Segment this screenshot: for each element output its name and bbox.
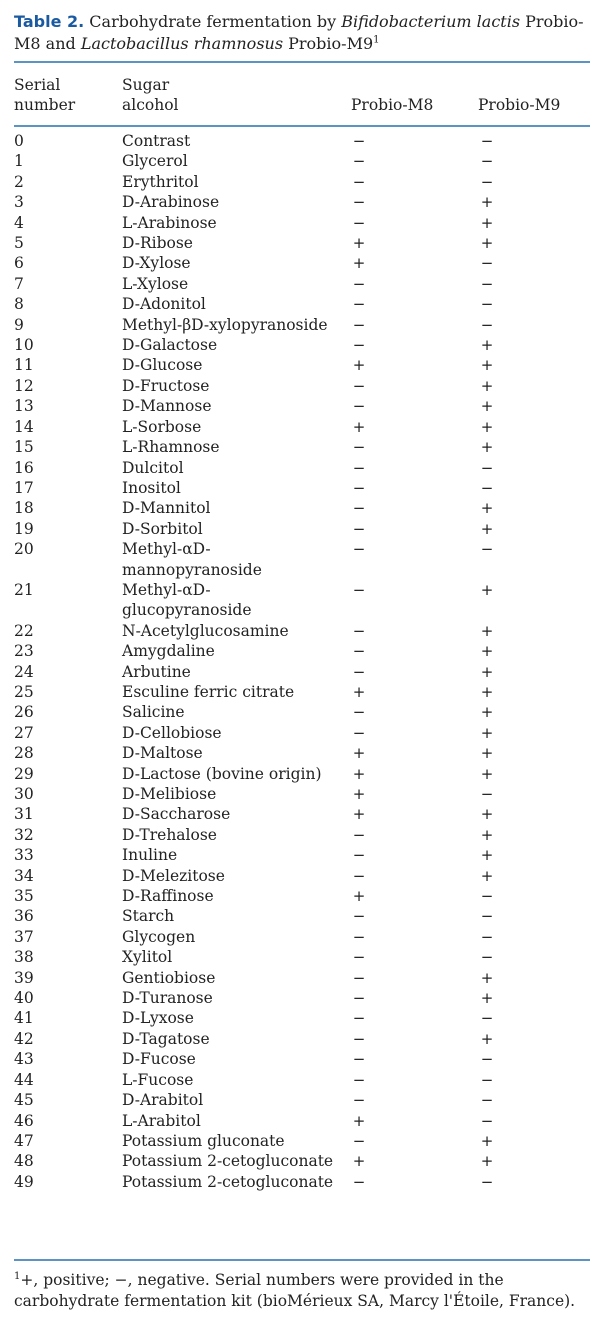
caption-text-a: Carbohydrate fermentation by [84,12,342,31]
sugar-name-cell: Dulcitol [122,458,184,477]
table-row [0,927,600,947]
table-footnote [14,1270,590,1312]
probio-m8-result: − [352,152,366,171]
probio-m9-result: − [480,907,494,926]
probio-m8-result: + [352,1111,366,1130]
table-row [0,233,600,253]
table-row [0,580,600,621]
sugar-name-cell: Potassium 2-cetogluconate [122,1152,334,1171]
probio-m9-result: + [480,825,494,844]
table-row [0,396,600,416]
serial-number-cell: 43 [14,1050,34,1069]
probio-m9-result: + [480,438,494,457]
sugar-name-cell: Potassium gluconate [122,1131,285,1150]
table-row [0,1151,600,1171]
table-row [0,621,600,641]
table-row [0,539,600,580]
sugar-name-cell: L-Arabinose [122,213,217,232]
probio-m8-result: − [352,703,366,722]
probio-m9-result: + [480,846,494,865]
probio-m8-result: − [352,172,366,191]
probio-m9-result: − [480,1070,494,1089]
serial-number-cell: 0 [14,132,24,150]
serial-number-cell: 24 [14,662,34,681]
probio-m9-result: − [480,1050,494,1069]
table-row [0,151,600,171]
serial-number-cell: 48 [14,1152,34,1171]
probio-m8-result: + [352,764,366,783]
sugar-name-cell: Arbutine [122,662,191,681]
header-sugar-line-2: alcohol [122,96,179,114]
probio-m8-result: + [352,254,366,273]
probio-m9-result: − [480,1091,494,1110]
header-probio-m8: Probio-M8 [351,96,434,114]
probio-m8-result: − [352,723,366,742]
sugar-name-cell: D-Melibiose [122,785,217,803]
sugar-name-cell: Inuline [122,846,178,865]
serial-number-cell: 33 [14,846,34,865]
probio-m8-result: − [352,1050,366,1069]
sugar-name-cell: D-Lactose (bovine origin) [122,764,322,783]
probio-m9-result: − [480,478,494,497]
serial-number-cell: 4 [14,213,24,232]
serial-number-cell: 26 [14,703,34,722]
sugar-name-cell: Starch [122,907,175,926]
serial-number-cell: 18 [14,499,34,518]
sugar-name-cell: D-Fucose [122,1050,196,1069]
sugar-name-cell: D-Saccharose [122,805,231,824]
probio-m8-result: − [352,948,366,967]
probio-m8-result: + [352,805,366,824]
table-row [0,335,600,355]
bottom-rule [14,1259,590,1261]
table-row [0,784,600,804]
sugar-name-cell: D-Trehalose [122,825,217,844]
table-row [0,437,600,457]
serial-number-cell: 5 [14,234,24,253]
serial-number-cell: 22 [14,621,34,640]
serial-number-cell: 27 [14,723,34,742]
table-row [0,968,600,988]
sugar-name-cell: D-Sorbitol [122,519,203,538]
probio-m9-result: + [480,682,494,701]
probio-m9-result: − [480,785,494,803]
sugar-name-cell: L-Xylose [122,274,189,293]
probio-m9-result: + [480,805,494,824]
probio-m8-result: − [352,1009,366,1028]
probio-m9-result: − [480,254,494,273]
sugar-name-cell: Gentiobiose [122,968,216,987]
table-row [0,355,600,375]
sugar-name-cell: Glycerol [122,152,188,171]
table-row [0,886,600,906]
sugar-name-cell: Xylitol [122,948,173,967]
sugar-name-cell: D-Cellobiose [122,723,222,742]
table-row [0,253,600,273]
sugar-name-cell: N-Acetylglucosamine [122,621,289,640]
header-sugar-alcohol [122,75,272,115]
probio-m8-result: − [352,989,366,1008]
probio-m9-result: − [480,887,494,906]
sugar-name-cell: D-Adonitol [122,295,206,314]
header-probio-m9: Probio-M9 [478,96,561,114]
serial-number-cell: 36 [14,907,34,926]
sugar-name-cell: L-Sorbose [122,417,202,436]
serial-number-cell: 17 [14,478,34,497]
probio-m8-result: − [352,132,366,150]
probio-m8-result: + [352,356,366,375]
sugar-name-cell: Methyl-αD-mannopyranoside [122,540,262,579]
sugar-name-cell: Contrast [122,132,191,150]
serial-number-cell: 6 [14,254,24,273]
probio-m8-result: − [352,458,366,477]
footnote-text: +, positive; −, negative. Serial numbers were provided in the carbohydrate fermentation kit (bioMérieux SA, Marcy l'Étoile, France). [14,1271,576,1310]
footnote-marker: 1 [14,1270,21,1282]
serial-number-cell: 10 [14,336,34,355]
sugar-name-cell: Salicine [122,703,185,722]
probio-m8-result: − [352,274,366,293]
probio-m8-result: − [352,478,366,497]
caption-text-b: Probio-M8 and [14,12,584,53]
sugar-name-cell: L-Fucose [122,1070,194,1089]
probio-m8-result: − [352,642,366,661]
table-row [0,315,600,335]
probio-m8-result: − [352,662,366,681]
table-row [0,478,600,498]
serial-number-cell: 9 [14,315,24,334]
probio-m9-result: + [480,397,494,416]
serial-number-cell: 44 [14,1070,34,1089]
sugar-name-cell: Methyl-αD-glucopyranoside [122,580,252,620]
sugar-name-cell: Potassium 2-cetogluconate [122,1172,334,1191]
table-row [0,682,600,702]
table-row [0,376,600,396]
probio-m8-result: − [352,519,366,538]
table-row [0,1131,600,1151]
serial-number-cell: 46 [14,1111,34,1130]
probio-m9-result: + [480,376,494,395]
table-row [0,192,600,212]
serial-number-cell: 14 [14,417,34,436]
probio-m9-result: + [480,642,494,661]
table-row [0,417,600,437]
probio-m9-result: + [480,580,494,599]
serial-number-cell: 41 [14,1009,34,1028]
table-row [0,1049,600,1069]
probio-m8-result: − [352,866,366,885]
table-row [0,866,600,886]
table-row [0,988,600,1008]
table-row [0,1172,600,1192]
sugar-name-cell: Methyl-βD-xylopyranoside [122,315,328,334]
sugar-name-cell: D-Xylose [122,254,191,273]
probio-m9-result: + [480,662,494,681]
probio-m9-result: + [480,356,494,375]
probio-m8-result: − [352,1131,366,1150]
serial-number-cell: 38 [14,948,34,967]
sugar-name-cell: D-Mannose [122,397,212,416]
probio-m9-result: + [480,519,494,538]
probio-m8-result: + [352,744,366,763]
probio-m8-result: − [352,499,366,518]
table-row [0,274,600,294]
sugar-name-cell: D-Turanose [122,989,213,1008]
sugar-name-cell: D-Galactose [122,336,218,355]
sugar-name-cell: D-Lyxose [122,1009,194,1028]
table-row [0,764,600,784]
probio-m8-result: − [352,1172,366,1191]
probio-m9-result: + [480,336,494,355]
serial-number-cell: 28 [14,744,34,763]
sugar-name-cell: L-Arabitol [122,1111,201,1130]
probio-m9-result: − [480,152,494,171]
table-row [0,702,600,722]
table-row [0,1008,600,1028]
probio-m8-result: + [352,785,366,803]
serial-number-cell: 37 [14,927,34,946]
probio-m9-result: + [480,1152,494,1171]
probio-m8-result: − [352,397,366,416]
table-row [0,947,600,967]
probio-m9-result: + [480,866,494,885]
caption-species-2: Lactobacillus rhamnosus [80,34,284,53]
probio-m8-result: + [352,234,366,253]
table-row [0,519,600,539]
probio-m8-result: + [352,682,366,701]
table-row [0,458,600,478]
table-caption [14,11,590,55]
probio-m9-result: − [480,1111,494,1130]
probio-m9-result: + [480,1029,494,1048]
sugar-name-cell: L-Rhamnose [122,438,220,457]
probio-m8-result: − [352,540,366,559]
sugar-name-cell: Glycogen [122,927,196,946]
table-row [0,825,600,845]
table-row [0,213,600,233]
table-row [0,662,600,682]
probio-m9-result: + [480,417,494,436]
probio-m8-result: − [352,1029,366,1048]
probio-m9-result: − [480,274,494,293]
serial-number-cell: 45 [14,1091,34,1110]
serial-number-cell: 21 [14,580,34,599]
sugar-name-cell: D-Maltose [122,744,203,763]
serial-number-cell: 8 [14,295,24,314]
serial-number-cell: 16 [14,458,34,477]
caption-text-c: Probio-M9 [283,34,374,53]
sugar-name-cell: D-Ribose [122,234,193,253]
serial-number-cell: 3 [14,193,24,212]
serial-number-cell: 30 [14,785,34,803]
header-serial-line-1: Serial [14,76,61,94]
serial-number-cell: 39 [14,968,34,987]
serial-number-cell: 19 [14,519,34,538]
serial-number-cell: 29 [14,764,34,783]
serial-number-cell: 20 [14,540,34,559]
table-row [0,294,600,314]
serial-number-cell: 42 [14,1029,34,1048]
sugar-name-cell: D-Raffinose [122,887,214,906]
serial-number-cell: 2 [14,172,24,191]
sugar-name-cell: Erythritol [122,172,199,191]
table-row [0,743,600,763]
probio-m9-result: + [480,499,494,518]
probio-m8-result: − [352,1070,366,1089]
probio-m8-result: − [352,315,366,334]
probio-m9-result: + [480,968,494,987]
sugar-name-cell: Esculine ferric citrate [122,682,295,701]
probio-m8-result: − [352,295,366,314]
header-serial-line-2: number [14,96,76,114]
sugar-name-cell: D-Melezitose [122,866,225,885]
table-row [0,1070,600,1090]
probio-m9-result: − [480,1009,494,1028]
header-sugar-line-1: Sugar [122,76,170,94]
top-rule [14,61,590,63]
serial-number-cell: 32 [14,825,34,844]
probio-m8-result: − [352,213,366,232]
probio-m8-result: − [352,907,366,926]
sugar-name-cell: Inositol [122,478,181,497]
table-row [0,804,600,824]
table-row [0,641,600,661]
probio-m8-result: − [352,580,366,599]
probio-m9-result: − [480,458,494,477]
table-row [0,131,600,151]
table-row [0,1029,600,1049]
sugar-name-cell: D-Tagatose [122,1029,210,1048]
table-row [0,1090,600,1110]
table-body [0,131,600,1192]
table-row [0,498,600,518]
probio-m9-result: − [480,1172,494,1191]
probio-m9-result: + [480,744,494,763]
serial-number-cell: 31 [14,805,34,824]
probio-m8-result: − [352,927,366,946]
probio-m8-result: − [352,846,366,865]
table-row [0,906,600,926]
serial-number-cell: 34 [14,866,34,885]
probio-m9-result: + [480,1131,494,1150]
probio-m9-result: + [480,703,494,722]
probio-m8-result: − [352,968,366,987]
sugar-name-cell: D-Fructose [122,376,210,395]
table-row [0,845,600,865]
serial-number-cell: 11 [14,356,34,375]
table-row [0,1111,600,1131]
sugar-name-cell: D-Mannitol [122,499,211,518]
sugar-name-cell: Amygdaline [122,642,215,661]
probio-m9-result: + [480,764,494,783]
serial-number-cell: 12 [14,376,34,395]
serial-number-cell: 1 [14,152,24,171]
probio-m8-result: + [352,1152,366,1171]
table-label: Table 2. [14,12,85,31]
probio-m8-result: − [352,438,366,457]
serial-number-cell: 13 [14,397,34,416]
table-row [0,172,600,192]
probio-m8-result: + [352,417,366,436]
probio-m9-result: − [480,295,494,314]
serial-number-cell: 7 [14,274,24,293]
probio-m8-result: + [352,887,366,906]
caption-species-1: Bifidobacterium lactis [341,12,521,31]
probio-m8-result: − [352,825,366,844]
probio-m9-result: − [480,948,494,967]
probio-m8-result: − [352,336,366,355]
table-row [0,723,600,743]
probio-m9-result: + [480,621,494,640]
serial-number-cell: 49 [14,1172,34,1191]
caption-footnote-marker: 1 [373,34,380,46]
probio-m9-result: − [480,315,494,334]
serial-number-cell: 35 [14,887,34,906]
probio-m8-result: − [352,193,366,212]
probio-m9-result: + [480,234,494,253]
serial-number-cell: 47 [14,1131,34,1150]
probio-m9-result: + [480,193,494,212]
probio-m8-result: − [352,376,366,395]
probio-m9-result: − [480,540,494,559]
sugar-name-cell: D-Glucose [122,356,203,375]
header-serial-number [14,75,104,115]
sugar-name-cell: D-Arabitol [122,1091,204,1110]
probio-m8-result: − [352,621,366,640]
serial-number-cell: 15 [14,438,34,457]
header-rule [14,125,590,127]
serial-number-cell: 23 [14,642,34,661]
probio-m8-result: − [352,1091,366,1110]
probio-m9-result: − [480,172,494,191]
probio-m9-result: − [480,132,494,150]
serial-number-cell: 25 [14,682,34,701]
probio-m9-result: − [480,927,494,946]
probio-m9-result: + [480,723,494,742]
serial-number-cell: 40 [14,989,34,1008]
probio-m9-result: + [480,213,494,232]
sugar-name-cell: D-Arabinose [122,193,220,212]
probio-m9-result: + [480,989,494,1008]
